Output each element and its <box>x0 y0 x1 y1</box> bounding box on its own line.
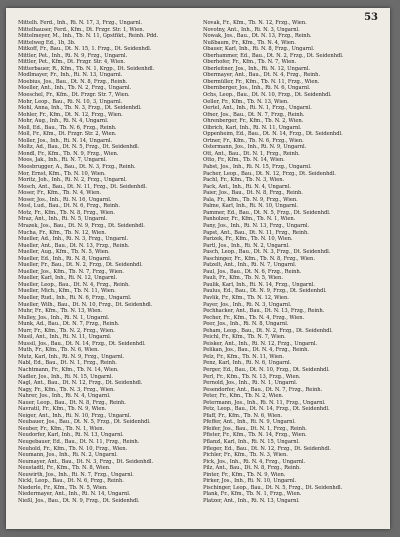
directory-entry: Pechhacker, Ant., Bau., Dt. N. 13, Frzg., Reinh. <box>203 308 325 315</box>
directory-entry: Nußbaum, Fr., Kfm., Tb. N. 4, Wien. <box>203 39 296 46</box>
directory-entry: Pichler, Fr., Kfm., Tb. N. 3, Wien. <box>203 452 288 459</box>
directory-entry: Pack, Ant., Inh., Ri. N. 4, Ungarnl. <box>203 183 291 190</box>
directory-entry: Nowak, Jos., Bau., Dt. N. 13, Frzg., Reinh. <box>203 33 312 40</box>
directory-entry: Moser, Fr., Kfm., Tb. N. 4, Wien. <box>18 190 101 197</box>
directory-entry: Petermann, Jos., Inh., Ri. N. 11, Frzg., Ungarnl. <box>203 399 326 406</box>
directory-entry: Mucha, Fr., Kfm., Tb. N. 12, Wien. <box>18 229 107 236</box>
directory-entry: Pachl, Fr., Kfm., Tb. N. 3, Wien. <box>203 177 285 184</box>
directory-entry: Nießl, Jos., Bau., Dt. N. 9, Frzg., Dt. Seidenhdl. <box>18 497 140 504</box>
directory-entry: Oertel, Ant., Inh., Ri. N. 1, Frzg., Ungarnl. <box>203 105 312 112</box>
directory-entry: Oberleitner, Jos., Inh., Ri. N. 12, Ungarnl. <box>203 65 311 72</box>
directory-entry: Pecher, Fr., Kfm., Tb. N. 4, Frzg., Wien. <box>203 314 305 321</box>
directory-entry: Pany, Jos., Inh., Ri. N. 13, Frzg., Ungarnl. <box>203 222 310 229</box>
directory-entry: Papst, Ant., Bau., Dt. N. 11, Frzg., Reinh. <box>203 229 309 236</box>
directory-entry: Modlmayer, Fr., Inh., Ri. N. 13, Ungarnl. <box>18 72 123 79</box>
directory-entry: Moebius, Jos., Bau., Dt. N. 8, Frzg., Reinh. <box>18 78 128 85</box>
directory-entry: Nagy, Fr., Kfm., Tb. N. 3, Frzg., Wien. <box>18 386 115 393</box>
directory-entry: Moller, Jos., Inh., Ri. N. 14, Ungarnl. <box>18 137 113 144</box>
directory-entry: Neubauer, Jos., Bau., Dt. N. 5, Frzg., Dt. Seidenhdl. <box>18 419 151 426</box>
directory-entry: Oberhammer, Ed., Bau., Dt. N. 2, Frzg., Dt. Seidenhdl. <box>203 52 344 59</box>
directory-entry: Partl, Jos., Inh., Ri. N. 2, Ungarnl. <box>203 242 290 249</box>
directory-entry: Murr, Fr., Kfm., Tb. N. 2, Frzg., Wien. <box>18 327 115 334</box>
directory-entry: Pelikan, Jos., Bau., Dt. N. 4, Frzg., Reinh. <box>203 347 310 354</box>
directory-entry: Neudorfer, Karl, Inh., Ri. N. 13, Ungarnl. <box>18 432 124 439</box>
directory-entry: Oberhofer, Fr., Kfm., Tb. N. 7, Wien. <box>203 59 297 66</box>
directory-entry: Moltz, Ad., Bau., Dt. N. 5, Frzg., Dt. Seidenhdl. <box>18 144 140 151</box>
directory-entry: Paulus, Ed., Bau., Dt. N. 9, Frzg., Dt. Seidenhdl. <box>203 288 327 295</box>
directory-entry: Moll, Ed., Bau., Tb. N. 6, Frzg., Reinh. <box>18 124 117 131</box>
directory-entry: Mittler, Pet., Kfm., Dt. Frzgr. Str. 4, Wien. <box>18 59 126 66</box>
directory-entry: Pesendorfer, Ant., Bau., Dt. N. 7, Frzg., Reinh. <box>203 386 323 393</box>
directory-entry: Mor, Ernst, Kfm., Tb. N. 10, Wien. <box>18 170 106 177</box>
directory-entry: Neugebauer, Ed., Bau., Dt. N. 11, Frzg., Reinh. <box>18 439 140 445</box>
directory-entry: Ostermann, Jos., Inh., Ri. N. 9, Ungarnl. <box>203 144 307 151</box>
directory-entry: Mohr, Leop., Bau., Ri. N. 10, 3, Ungarnl. <box>18 98 123 105</box>
directory-entry: Mitkoff, Fr., Bau., Dt. N. 15, 1. Frzg., Dt. Seidenhdl. <box>18 46 152 53</box>
directory-entry: Novotny, Ant., Inh., Ri. N. 3, Ungarnl. <box>203 26 300 33</box>
directory-entry: Mohler, Fr., Kfm., Dt. N. 12, Frzg., Wien. <box>18 111 123 118</box>
directory-entry: Mueller, Rud., Inh., Ri. N. 6, Frzg., Ungarnl. <box>18 294 132 301</box>
directory-entry: Moeschel, Fr., Kfm., Dt. Frzgr. Str. 7, Wien. <box>18 92 130 99</box>
directory-entry: Niederle, Fr., Kfm., Tb. N. 5, Wien. <box>18 484 108 491</box>
directory-entry: Moll, Fr., Kfm., Dt. Frzgr. Str. 2, Wien. <box>18 131 117 138</box>
directory-entry: Mueller, Aug., Kfm., Tb. N. 5, Wien. <box>18 249 110 256</box>
directory-entry: Pauli, Fr., Kfm., Tb. N. 5, Wien. <box>203 275 283 282</box>
directory-entry: Neuber, Fr., Kfm., Tb. N. 1, Wien. <box>18 425 105 432</box>
directory-entry: Mulley, Jos., Inh., Ri. N. 1, Ungarnl. <box>18 314 110 321</box>
directory-entry: Pala, Fr., Kfm., Tb. N. 9, Frzg., Wien. <box>203 196 298 203</box>
directory-entry: Peham, Leop., Bau., Dt. N. 2, Frzg., Dt. Seidenhdl. <box>203 327 333 334</box>
directory-entry: Pinter, Fr., Kfm., Tb. N. 9, Wien. <box>203 471 286 478</box>
directory-entry: Paulik, Karl, Inh., Ri. N. 14, Frzg., Ungarnl. <box>203 281 315 288</box>
directory-entry: Mussil, Jos., Bau., Dt. N. 14, Frzg., Dt. Seidenhdl. <box>18 340 146 347</box>
directory-entry: Oppenheim, Ed., Bau., Dt. N. 14, Frzg., Dt. Seidenhdl. <box>203 131 343 138</box>
directory-entry: Mittler, Pet., Inh., Ri. N. 9, Frzg., Ungarnl. <box>18 52 128 59</box>
directory-entry: Pick, Jos., Inh., Ri. N. 4, Frzg., Ungarnl. <box>203 458 306 465</box>
directory-entry: Mittelmeyer, M., Inh., Tb. N. 11, Gpstfikt., Reinh. Pdd. <box>18 33 159 40</box>
directory-entry: Pammer, Ed., Bau., Dt. N. 5, Frzg., Dt. Seidenhdl. <box>203 209 331 216</box>
directory-entry: Pfleger, Ed., Bau., Dt. N. 12, Frzg., Dt. Seidenhdl. <box>203 445 331 452</box>
directory-entry: Penz, Karl, Inh., Ri. N. 6, Ungarnl. <box>203 360 292 367</box>
directory-entry: Obernberger, Jos., Inh., Ri. N. 6, Ungarnl. <box>203 85 311 92</box>
directory-entry: Pfeffer, Ant., Inh., Ri. N. 9, Ungarnl. <box>203 419 296 426</box>
directory-entry: Musil, Ant., Inh., Ri. N. 11, Ungarnl. <box>18 334 112 341</box>
directory-entry: Mueller, Jos., Kfm., Tb. N. 7, Frzg., Wien. <box>18 268 124 275</box>
directory-entry: Olbrich, Karl, Inh., Ri. N. 11, Ungarnl. <box>203 124 302 131</box>
directory-entry: Neumayer, Ant., Bau., Dt. N. 3, Frzg., Dt. Seidenhdl. <box>18 458 154 465</box>
directory-entry: Pernold, Jos., Inh., Ri. N. 1, Ungarnl. <box>203 380 298 387</box>
directory-entry: Pilz, Ant., Bau., Dt. N. 8, Frzg., Reinh. <box>203 465 301 472</box>
directory-entry: Perl, Fr., Kfm., Tb. N. 13, Frzg., Wien. <box>203 373 301 380</box>
directory-entry: Mohr, Aug., Inh., Ri. N. 4, Ungarnl. <box>18 118 109 125</box>
directory-entry: Oeller, Fr., Kfm., Tb. N. 13, Wien. <box>203 98 289 105</box>
directory-entry: Mueller, Mich., Kfm., Tb. N. 11, Wien. <box>18 288 116 295</box>
directory-entry: Nahrer, Jos., Inh., Ri. N. 4, Ungarnl. <box>18 393 111 400</box>
directory-entry: Mittelhauser, Ferd., Kfm., Dt. Frzgr. Str. 1, Wien. <box>18 26 145 33</box>
directory-entry: Mueller, Leop., Bau., Dt. N. 4, Frzg., Reinh. <box>18 281 130 288</box>
page-number: 53 <box>364 12 378 23</box>
directory-entry: Ofner, Jos., Bau., Dt. N. 7, Frzg., Reinh. <box>203 111 305 118</box>
directory-entry: Moser, Jos., Inh., Ri. N. 16, Ungarnl. <box>18 196 112 203</box>
directory-entry: Obermüller, Fr., Kfm., Tb. N. 11, Frzg., Wien. <box>203 78 320 85</box>
directory-entry: Nadler, Jos., Inh., Ri. N. 15, Ungarnl. <box>18 373 113 380</box>
directory-entry: Neiger, Ant., Inh., Ri. N. 10, Frzg., Ungarnl. <box>18 412 131 419</box>
scanned-page <box>6 8 390 529</box>
directory-entry: Pavlik, Fr., Kfm., Tb. N. 12, Wien. <box>203 294 289 301</box>
directory-entry: Peer, Jos., Inh., Ri. N. 8, Ungarnl. <box>203 321 289 328</box>
directory-entry: Mondl, Fr., Kfm., Tb. N. 9, Frzg., Wien. <box>18 150 119 157</box>
directory-entry: Platzer, Ant., Inh., Ri. N. 13, Ungarnl. <box>203 497 300 504</box>
directory-entry: Mutz, Karl, Inh., Ri. N. 9, Frzg., Ungarnl. <box>18 353 125 360</box>
directory-entry: Plank, Fr., Kfm., Tb. N. 1, Frzg., Wien. <box>203 491 302 498</box>
left-column <box>18 20 195 525</box>
directory-entry: Peter, Fr., Kfm., Tb. N. 2, Wien. <box>203 393 284 400</box>
directory-entry: Perger, Ed., Bau., Dt. N. 10, Frzg., Dt. Seidenhdl. <box>203 366 330 373</box>
directory-entry: Nauer, Leop., Bau., Dt. N. 8, Frzg., Reinh. <box>18 399 126 406</box>
directory-entry: Pfister, Fr., Kfm., Tb. N. 14, Frzg., Wien. <box>203 432 307 439</box>
directory-entry: Ott, Ant., Bau., Dt. N. 1, Frzg., Reinh. <box>203 150 300 157</box>
directory-entry: Navratil, Fr., Kfm., Tb. N. 9, Wien. <box>18 406 107 413</box>
directory-entry: Motz, Fr., Kfm., Tb. N. 8, Frzg., Wien. <box>18 209 115 216</box>
directory-entry: Pischinger, Leop., Bau., Dt. N. 5, Frzg., Dt. Seidenhdl. <box>203 484 343 491</box>
directory-entry: Moritz, Joh., Inh., Ri. N. 2, Frzg., Ungarnl. <box>18 177 127 184</box>
directory-entry: Neuhold, Fr., Kfm., Tb. N. 10, Frzg., Wien. <box>18 445 128 452</box>
directory-entry: Otto, Fr., Kfm., Tb. N. 14, Wien. <box>203 157 285 164</box>
directory-entry: Palme, Karl, Inh., Ri. N. 10, Ungarnl. <box>203 203 298 210</box>
directory-entry: Pelz, Fr., Kfm., Tb. N. 11, Wien. <box>203 353 284 360</box>
directory-entry: Pfaff, Fr., Kfm., Tb. N. 6, Wien. <box>203 412 283 419</box>
directory-entry: Muth, Fr., Kfm., Tb. N. 6, Wien. <box>18 347 100 354</box>
directory-entry: Mueller, Karl, Inh., Ri. N. 12, Ungarnl. <box>18 275 117 282</box>
directory-entry: Payer, Jos., Inh., Ri. N. 3, Ungarnl. <box>203 301 292 308</box>
directory-entry: Mraz, Ant., Inh., Ri. N. 5, Ungarnl. <box>18 216 108 223</box>
directory-entry: Neumann, Jos., Inh., Ri. N. 2, Ungarnl. <box>18 452 118 459</box>
directory-entry: Nabl, Ed., Bau., Dt. N. 1, Frzg., Reinh. <box>18 360 117 367</box>
directory-entry: Mosch, Ant., Bau., Dt. N. 11, Frzg., Dt. Seidenhdl. <box>18 183 147 190</box>
directory-entry: Mittelh. Ferd., Inh., Ri. N. 17, 3, Frzg., Ungarnl. <box>18 20 142 26</box>
directory-entry: Pabst, Jos., Inh., Ri. N. 15, Frzg., Ungarnl. <box>203 164 312 171</box>
directory-entry: Mosl, Lud., Bau., Dt. N. 6, Frzg., Reinh. <box>18 203 120 210</box>
directory-entry: Mitterbauer, R., Kfm., Tb. N. 1, Krgp., Dt. Seidenhdl. <box>18 65 155 72</box>
directory-entry: Niedermayer, Ant., Inh., Ri. N. 14, Ungarnl. <box>18 491 131 498</box>
directory-entry: Mohl, Anna, Inh., Tb. N. 3, Frzg., Dt. Seidenhdl. <box>18 105 142 112</box>
directory-entry: Mittelweg Ed., 1b, 3b. <box>18 39 76 46</box>
directory-entry: Pfeifer, Jos., Bau., Dt. N. 1, Frzg., Reinh. <box>203 425 307 432</box>
directory-columns <box>18 20 380 525</box>
directory-entry: Mueller, Wilh., Bau., Dt. N. 10, Frzg., Dt. Seidenhdl. <box>18 301 153 308</box>
directory-entry: Peisker, Ant., Inh., Ri. N. 12, Frzg., Ungarnl. <box>203 340 318 347</box>
directory-entry: Petz, Leop., Bau., Dt. N. 14, Frzg., Dt. Seidenhdl. <box>203 406 330 413</box>
directory-entry: Paschinger, Fr., Kfm., Tb. N. 8, Frzg., Wien. <box>203 255 315 262</box>
directory-entry: Parizek, Fr., Kfm., Tb. N. 10, Wien. <box>203 236 293 243</box>
directory-entry: Nickl, Leop., Bau., Dt. N. 6, Frzg., Reinh. <box>18 478 124 485</box>
directory-entry: Mueller, Ad., Inh., Ri. N. 3, Frzg., Ungarnl. <box>18 236 129 243</box>
directory-entry: Nagl, Ant., Bau., Dt. N. 12, Frzg., Dt. Seidenhdl. <box>18 380 143 387</box>
directory-entry: Moeller, Ant., Inh., Tb. N. 2, Frzg., Ungarnl. <box>18 85 132 92</box>
directory-entry: Mueller, Fr., Bau., Dt. N. 2, Frzg., Dt. Seidenhdl. <box>18 262 143 269</box>
directory-entry: Ohrenberger, Fr., Kfm., Tb. N. 2, Wien. <box>203 118 304 125</box>
directory-entry: Ortner, Fr., Kfm., Tb. N. 6, Frzg., Wien. <box>203 137 304 144</box>
directory-entry: Neuwirth, Jos., Inh., Ri. N. 7, Frzg., Ungarnl. <box>18 471 134 478</box>
directory-entry: Paul, Jos., Bau., Dt. N. 6, Frzg., Reinh. <box>203 268 302 275</box>
directory-entry: Ochs, Leop., Bau., Dt. N. 10, Frzg., Dt. Seidenhdl. <box>203 92 332 99</box>
directory-entry: Nachtmann, Fr., Kfm., Tb. N. 14, Wien. <box>18 366 119 373</box>
directory-entry: Moos, Jak., Inh., Ri. N. 7, Ungarnl. <box>18 157 107 164</box>
directory-entry: Pasch, Leop., Bau., Dt. N. 3, Frzg., Dt. Seidenhdl. <box>203 249 331 256</box>
directory-entry: Mrazek, Jos., Bau., Dt. N. 9, Frzg., Dt. Seidenhdl. <box>18 222 145 229</box>
directory-entry: Neustadtl, Fr., Kfm., Tb. N. 8, Wien. <box>18 465 111 472</box>
directory-entry: Novak, Fr., Kfm., Tb. N. 12, Frzg., Wien. <box>203 20 307 26</box>
directory-entry: Muhr, Fr., Kfm., Tb. N. 13, Wien. <box>18 308 103 315</box>
directory-entry: Pacher, Leop., Bau., Dt. N. 12, Frzg., Dt. Seidenhdl. <box>203 170 336 177</box>
directory-entry: Patzelt, Ant., Inh., Ri. N. 7, Ungarnl. <box>203 262 297 269</box>
directory-entry: Obermayer, Ant., Bau., Dt. N. 4, Frzg., Reinh. <box>203 72 321 79</box>
directory-entry: Paier, Jos., Bau., Dt. N. 8, Frzg., Reinh. <box>203 190 303 197</box>
right-column <box>203 20 380 525</box>
directory-entry: Mueller, Ed., Inh., Ri. N. 8, Ungarnl. <box>18 255 112 262</box>
directory-entry: Munk, Ad., Bau., Dt. N. 7, Frzg., Reinh. <box>18 321 120 328</box>
directory-entry: Panholzer, Fr., Kfm., Tb. N. 1, Wien. <box>203 216 296 223</box>
directory-entry: Pflanzl, Karl, Inh., Ri. N. 15, Ungarnl. <box>203 439 300 445</box>
directory-entry: Peichl, Fr., Kfm., Tb. N. 7, Wien. <box>203 334 286 341</box>
directory-entry: Pirker, Jos., Inh., Ri. N. 10, Ungarnl. <box>203 478 297 485</box>
directory-entry: Obauer, Karl, Inh., Ri. N. 8, Frzg., Ungarnl. <box>203 46 315 53</box>
directory-entry: Moosbrugger, A., Bau., Dt. N. 3, Frzg., Reinh. <box>18 164 136 171</box>
directory-entry: Mueller, Ant., Bau., Dt. N. 13, Frzg., Reinh. <box>18 242 130 249</box>
